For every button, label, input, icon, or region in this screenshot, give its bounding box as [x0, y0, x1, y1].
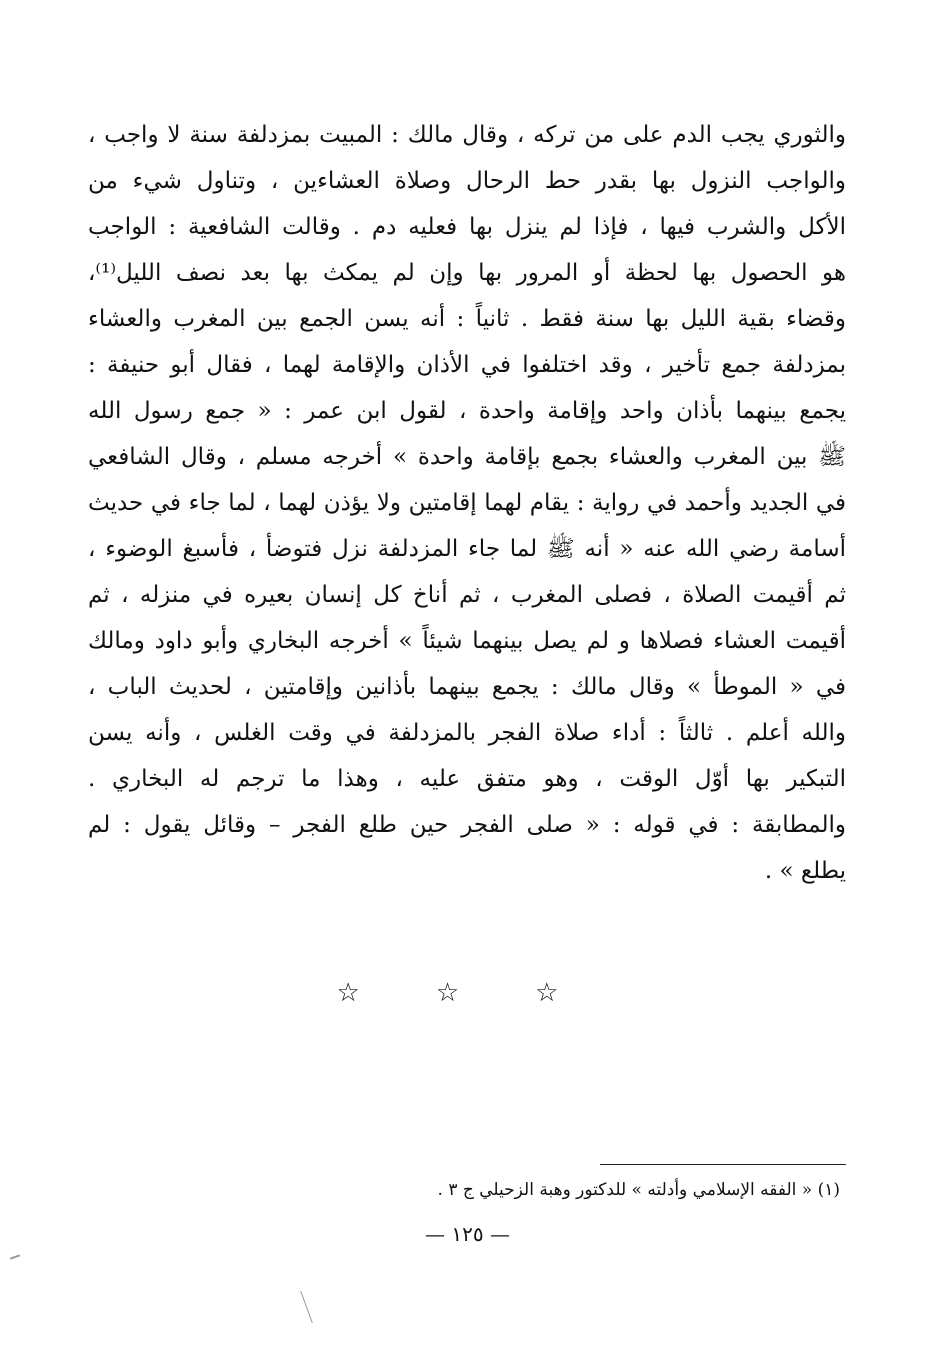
text-line: يطلع » . [764, 858, 846, 884]
star-icon: ☆ [336, 978, 400, 1008]
main-text [88, 112, 846, 894]
text-line: في « الموطأ » وقال مالك : يجمع بينهما بأذانين وإقامتين ، لحديث الباب ، [88, 674, 846, 700]
section-separator [0, 978, 935, 1008]
text-line: في الجديد وأحمد في رواية : يقام لهما إقامتين ولا يؤذن لهما ، لما جاء في حديث [88, 490, 846, 516]
footnote: (١) « الفقه الإسلامي وأدلته » للدكتور وهبة الزحيلي ج ٣ . [437, 1180, 840, 1200]
text-line: التبكير بها أوّل الوقت ، وهو متفق عليه ، وهذا ما ترجم له البخاري . [88, 766, 846, 792]
text-line: بمزدلفة جمع تأخير ، وقد اختلفوا في الأذان والإقامة لهما ، فقال أبو حنيفة : [88, 352, 846, 378]
text-line: ثم أقيمت الصلاة ، فصلى المغرب ، ثم أناخ كل إنسان بعيره في منزله ، ثم [88, 582, 846, 608]
text-line: والمطابقة : في قوله : « صلى الفجر حين طلع الفجر – وقائل يقول : لم [88, 812, 846, 838]
text-line: والثوري يجب الدم على من تركه ، وقال مالك : المبيت بمزدلفة سنة لا واجب ، [88, 122, 846, 148]
scan-mark [300, 1291, 313, 1323]
page-number: — ١٢٥ — [425, 1222, 510, 1246]
text-line: هو الحصول بها لحظة أو المرور بها وإن لم يمكث بها بعد نصف الليل⁽¹⁾، [88, 260, 846, 286]
star-icon: ☆ [535, 978, 599, 1008]
text-line: أقيمت العشاء فصلاها و لم يصل بينهما شيئاً » أخرجه البخاري وأبو داود ومالك [88, 628, 846, 654]
text-line: يجمع بينهما بأذان واحد وإقامة واحدة ، لقول ابن عمر : « جمع رسول الله [88, 398, 846, 424]
text-line: والواجب النزول بها بقدر حط الرحال وصلاة العشاءين ، وتناول شيء من [88, 168, 846, 194]
text-line: أسامة رضي الله عنه « أنه ﷺ لما جاء المزدلفة نزل فتوضأ ، فأسبغ الوضوء ، [88, 536, 846, 562]
text-line: وقضاء بقية الليل بها سنة فقط . ثانياً : أنه يسن الجمع بين المغرب والعشاء [88, 306, 846, 332]
star-icon: ☆ [435, 978, 500, 1008]
text-line: والله أعلم . ثالثاً : أداء صلاة الفجر بالمزدلفة في وقت الغلس ، وأنه يسن [88, 720, 846, 746]
scan-mark [10, 1254, 20, 1259]
text-line: ﷺ بين المغرب والعشاء بجمع بإقامة واحدة » أخرجه مسلم ، وقال الشافعي [88, 444, 846, 470]
text-line: الأكل والشرب فيها ، فإذا لم ينزل بها فعليه دم . وقالت الشافعية : الواجب [88, 214, 846, 240]
footnote-divider [600, 1164, 846, 1165]
